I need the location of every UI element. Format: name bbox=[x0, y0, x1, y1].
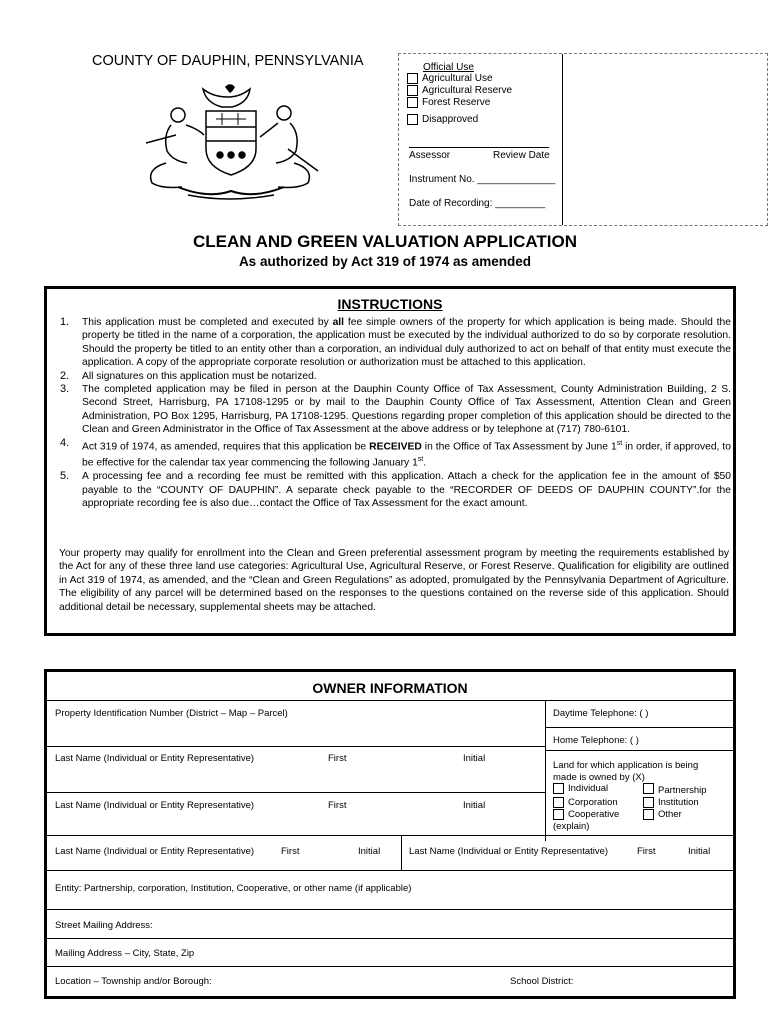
ownership-option-institution[interactable]: Institution bbox=[643, 797, 699, 808]
ownership-explain: (explain) bbox=[553, 821, 590, 832]
ownership-option-individual[interactable]: Individual bbox=[553, 783, 608, 794]
divider bbox=[545, 750, 733, 751]
ownership-option-partnership-label: Partnership bbox=[658, 785, 707, 796]
county-seal-icon bbox=[138, 83, 323, 203]
first-name-field-2[interactable]: First bbox=[328, 800, 347, 811]
first-name-field-1[interactable]: First bbox=[328, 753, 347, 764]
divider bbox=[47, 792, 545, 793]
initial-field-1[interactable]: Initial bbox=[463, 753, 486, 764]
city-state-zip-field[interactable]: Mailing Address – City, State, Zip bbox=[55, 948, 195, 959]
instruction-item: 5. A processing fee and a recording fee must be remitted with this application. Attach a check for the application fee in the amount of $50 payable to the “COUNTY OF DAUPHIN”. A separate check payable to the “RECORDER OF DEEDS OF DAUPHIN COUNTY”.for the appropriate recording fee is also due…contact the Office of Tax Assessment for the exact amount. bbox=[60, 470, 731, 510]
checkbox[interactable] bbox=[407, 97, 418, 108]
divider bbox=[47, 870, 733, 871]
official-use-heading: Official Use bbox=[423, 62, 474, 73]
instruction-item: 1. This application must be completed and executed by all fee simple owners of the property for which application is being made. Should the property be titled in the name of a corporation, the application must be executed by the individual authorized to do so by corporate resolution. Should the property be titled to an entity other than a corporation, an individual duly authorized to act on behalf of that entity must execute the application. A copy of the appropriate corporate resolution or authorization must be attached to this application. bbox=[60, 316, 731, 369]
instruction-item: 4. Act 319 of 1974, as amended, requires that this application be RECEIVED in the Office of Tax Assessment by June 1st in order, if approved, to be effective for the calendar tax year commencing the following January 1st. bbox=[60, 436, 732, 469]
street-address-field[interactable]: Street Mailing Address: bbox=[55, 920, 153, 931]
last-name-field-1[interactable]: Last Name (Individual or Entity Representative) bbox=[55, 753, 255, 764]
checkbox[interactable] bbox=[553, 797, 564, 808]
last-name-field-4[interactable]: Last Name (Individual or Entity Representative) bbox=[409, 846, 609, 857]
ownership-question-line2: made is owned by (X) bbox=[553, 772, 645, 783]
checkbox[interactable] bbox=[553, 783, 564, 794]
checkbox[interactable] bbox=[643, 797, 654, 808]
divider bbox=[545, 727, 733, 728]
divider bbox=[47, 700, 733, 701]
ownership-option-partnership-checkbox[interactable] bbox=[643, 783, 658, 794]
initial-field-2[interactable]: Initial bbox=[463, 800, 486, 811]
last-name-field-3[interactable]: Last Name (Individual or Entity Representative) bbox=[55, 846, 255, 857]
instruction-item: 3. The completed application may be filed in person at the Dauphin County Office of Tax Assessment, County Administration Building, 2 S. Second Street, Harrisburg, PA 17108-1295 or by mail to the Dauphin County Office of Tax Assessment, Attention Clean and Green Administration, PO Box 1295, Harrisburg, PA 17108-1295. Questions regarding proper completion of this application should be directed to the Clean and Green Administrator in the Office of Tax Assessment at the above address or by telephone at (717) 780-6101. bbox=[60, 383, 731, 436]
official-use-box bbox=[398, 53, 768, 226]
last-name-field-2[interactable]: Last Name (Individual or Entity Representative) bbox=[55, 800, 255, 811]
owner-information-box bbox=[44, 669, 736, 999]
ownership-question-line1: Land for which application is being bbox=[553, 760, 699, 771]
checkbox[interactable] bbox=[643, 809, 654, 820]
divider bbox=[47, 966, 733, 967]
date-of-recording-field[interactable]: Date of Recording: _________ bbox=[409, 198, 546, 209]
instrument-no-field[interactable]: Instrument No. ______________ bbox=[409, 174, 556, 185]
checkbox[interactable] bbox=[553, 809, 564, 820]
first-name-field-3[interactable]: First bbox=[281, 846, 300, 857]
divider bbox=[47, 909, 733, 910]
official-use-option-agricultural-use[interactable]: Agricultural Use bbox=[407, 73, 493, 85]
divider bbox=[47, 938, 733, 939]
official-use-option-disapproved[interactable]: Disapproved bbox=[407, 114, 478, 126]
daytime-telephone-field[interactable]: Daytime Telephone: ( ) bbox=[553, 708, 649, 719]
ownership-option-corporation[interactable]: Corporation bbox=[553, 797, 618, 808]
divider bbox=[47, 746, 545, 747]
checkbox[interactable] bbox=[407, 85, 418, 96]
checkbox[interactable] bbox=[407, 73, 418, 84]
entity-name-field[interactable]: Entity: Partnership, corporation, Institution, Cooperative, or other name (if applicable) bbox=[55, 883, 412, 894]
county-name: COUNTY OF DAUPHIN, PENNSYLVANIA bbox=[92, 53, 364, 69]
official-use-option-forest-reserve[interactable]: Forest Reserve bbox=[407, 97, 490, 109]
property-id-field[interactable]: Property Identification Number (District – Map – Parcel) bbox=[55, 708, 288, 719]
official-use-option-agricultural-reserve[interactable]: Agricultural Reserve bbox=[407, 85, 512, 97]
divider bbox=[401, 835, 402, 870]
home-telephone-field[interactable]: Home Telephone: ( ) bbox=[553, 735, 639, 746]
initial-field-4[interactable]: Initial bbox=[688, 846, 711, 857]
initial-field-3[interactable]: Initial bbox=[358, 846, 381, 857]
official-use-divider bbox=[562, 54, 563, 225]
instructions-list bbox=[55, 316, 731, 511]
review-date-label: Review Date bbox=[493, 150, 550, 161]
eligibility-paragraph: Your property may qualify for enrollment into the Clean and Green preferential assessment program by meeting the requirements established by the Act for any of these three land use categories: Agricultural Use, Agricultural Reserve, or Forest Reserve. Qualification for eligibility are outlined in Act 319 of 1974, as amended, and the “Clean and Green Regulations” as adopted, promulgated by the Pennsylvania Department of Agriculture. The eligibility of any parcel will be determined based on the responses to the questions contained on the reverse side of this application. Should additional detail be necessary, supplemental sheets may be attached. bbox=[59, 548, 729, 613]
assessor-label: Assessor bbox=[409, 150, 451, 161]
instructions-heading: INSTRUCTIONS bbox=[337, 296, 443, 312]
page-title: CLEAN AND GREEN VALUATION APPLICATION bbox=[192, 232, 578, 251]
ownership-option-other[interactable]: Other bbox=[643, 809, 682, 820]
first-name-field-4[interactable]: First bbox=[637, 846, 656, 857]
checkbox[interactable] bbox=[407, 114, 418, 125]
instruction-item: 2. All signatures on this application must be notarized. bbox=[60, 369, 317, 382]
location-township-field[interactable]: Location – Township and/or Borough: bbox=[55, 976, 212, 987]
page-subtitle: As authorized by Act 319 of 1974 as amended bbox=[238, 254, 532, 269]
assessor-line bbox=[409, 147, 549, 148]
divider bbox=[47, 835, 733, 836]
divider bbox=[545, 700, 546, 841]
school-district-field[interactable]: School District: bbox=[510, 976, 574, 987]
ownership-option-cooperative[interactable]: Cooperative bbox=[553, 809, 619, 820]
checkbox[interactable] bbox=[643, 783, 654, 794]
owner-information-heading: OWNER INFORMATION bbox=[312, 680, 468, 696]
instructions-box bbox=[44, 286, 736, 636]
